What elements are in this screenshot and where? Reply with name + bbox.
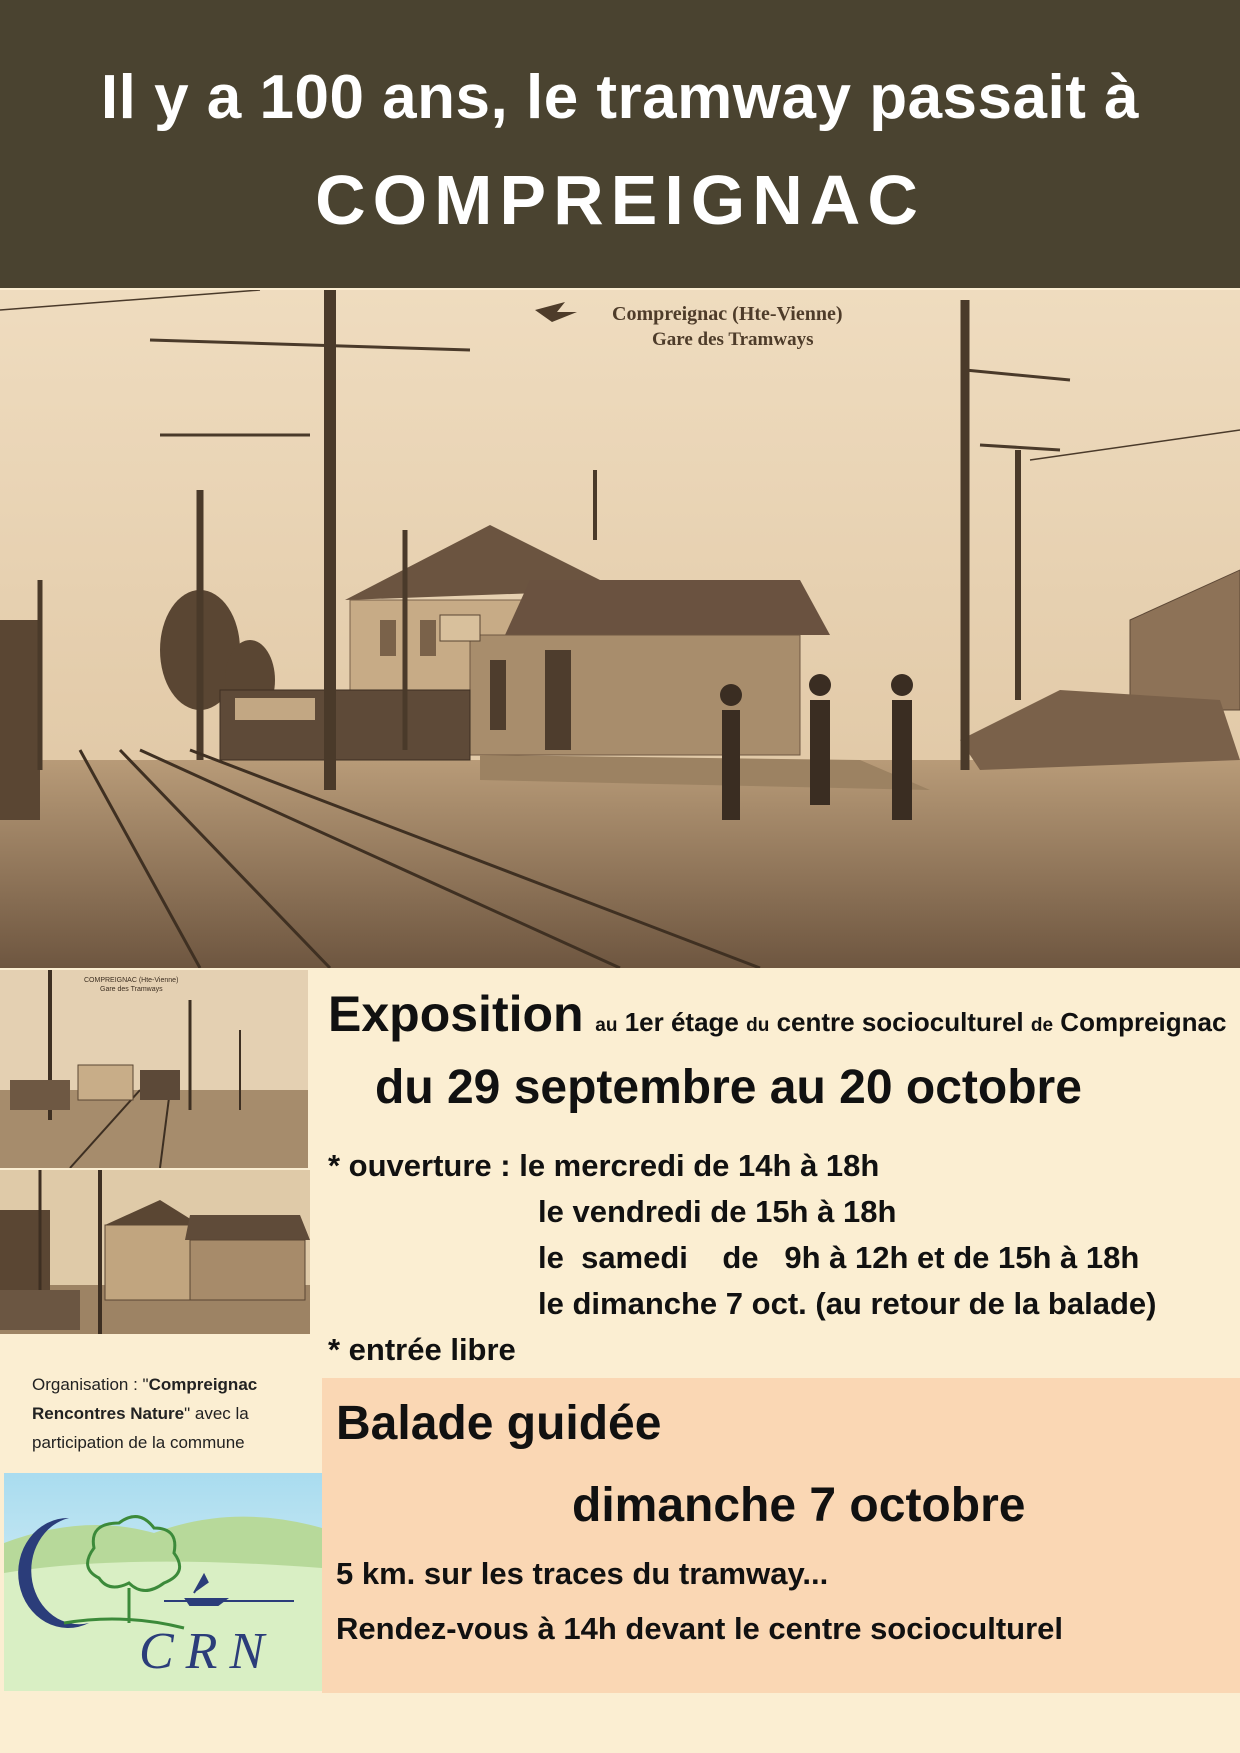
exposition-heading <box>328 985 1228 1043</box>
opening-schedule <box>328 1143 1156 1373</box>
guided-walk-date: dimanche 7 octobre <box>572 1479 1026 1532</box>
thumbnail-caption-line-1: COMPREIGNAC (Hte-Vienne) <box>84 977 179 984</box>
photo-caption-line-2: Gare des Tramways <box>652 329 814 350</box>
exposition-title: Exposition <box>328 986 584 1042</box>
schedule-line: le samedi de 9h à 12h et de 15h à 18h <box>538 1240 1140 1275</box>
thumbnail-caption-line-2: Gare des Tramways <box>100 986 163 993</box>
headline-line-1: Il y a 100 ans, le tramway passait à <box>100 63 1140 132</box>
logo-text: CRN <box>139 1623 277 1680</box>
schedule-line: * ouverture : le mercredi de 14h à 18h <box>328 1148 880 1183</box>
photo-caption-line-1: Compreignac (Hte-Vienne) <box>612 303 843 325</box>
crn-logo <box>4 1473 322 1691</box>
exposition-dates: du 29 septembre au 20 octobre <box>375 1061 1082 1114</box>
organisation-suffix: " avec la participation de la commune <box>32 1404 249 1452</box>
guided-walk-title: Balade guidée <box>336 1397 662 1450</box>
header-banner <box>0 0 1240 288</box>
organisation-name: Compreignac Rencontres Nature <box>32 1375 258 1423</box>
guided-walk-meeting: Rendez-vous à 14h devant le centre socioculturel <box>336 1611 1064 1646</box>
main-sepia-photo <box>0 290 1240 968</box>
schedule-line: * entrée libre <box>328 1332 516 1367</box>
thumbnail-photo-1 <box>0 970 308 1168</box>
thumbnail-photo-2 <box>0 1170 310 1334</box>
exposition-location: au 1er étage du centre socioculturel de Compreignac <box>595 1007 1227 1037</box>
organisation-note <box>32 1370 292 1457</box>
schedule-line: le dimanche 7 oct. (au retour de la balade) <box>538 1286 1157 1321</box>
schedule-line: le vendredi de 15h à 18h <box>538 1194 897 1229</box>
guided-walk-panel <box>322 1378 1240 1693</box>
organisation-prefix: Organisation : " <box>32 1375 149 1394</box>
guided-walk-description: 5 km. sur les traces du tramway... <box>336 1556 829 1591</box>
headline-town-name: COMPREIGNAC <box>315 161 925 239</box>
